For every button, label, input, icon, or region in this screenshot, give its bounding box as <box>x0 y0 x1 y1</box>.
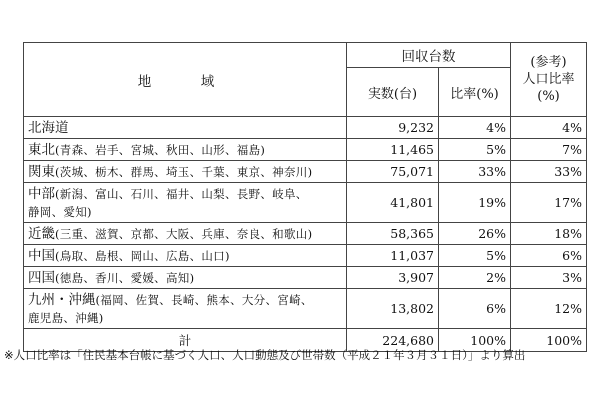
region-name: 中部 <box>28 185 55 202</box>
region-prefectures: (青森、岩手、宮城、秋田、山形、福島) <box>55 142 266 157</box>
table-row <box>24 117 587 139</box>
region-name: 東北 <box>28 141 55 158</box>
footnote: ※人口比率は「住民基本台帳に基づく人口、人口動態及び世帯数（平成２１年３月３１日）」より算出 <box>4 348 526 362</box>
count-cell: 13,802 <box>347 289 439 329</box>
population-ratio-cell: 17% <box>511 183 587 223</box>
population-ratio-cell: 3% <box>511 267 587 289</box>
regional-collection-table <box>23 42 587 352</box>
region-cell <box>24 223 347 245</box>
region-cell <box>24 289 347 329</box>
region-prefectures: (三重、滋賀、京都、大阪、兵庫、奈良、和歌山) <box>55 226 313 241</box>
region-prefectures: (徳島、香川、愛媛、高知) <box>55 270 195 285</box>
table-row <box>24 289 587 329</box>
ratio-cell: 6% <box>439 289 511 329</box>
count-cell: 9,232 <box>347 117 439 139</box>
region-prefectures-continued: 鹿児島、沖縄) <box>28 310 104 325</box>
population-ratio-cell: 4% <box>511 117 587 139</box>
total-count: 224,680 <box>347 329 439 352</box>
region-name: 北海道 <box>28 119 69 136</box>
population-ratio-cell: 12% <box>511 289 587 329</box>
table-row <box>24 267 587 289</box>
population-ratio-cell: 33% <box>511 161 587 183</box>
table-row <box>24 223 587 245</box>
count-header: 実数(台) <box>347 68 439 117</box>
population-ratio-cell: 7% <box>511 139 587 161</box>
ratio-cell: 2% <box>439 267 511 289</box>
ratio-cell: 26% <box>439 223 511 245</box>
ratio-cell: 33% <box>439 161 511 183</box>
count-cell: 58,365 <box>347 223 439 245</box>
count-cell: 11,037 <box>347 245 439 267</box>
population-ratio-cell: 6% <box>511 245 587 267</box>
total-label: 計 <box>24 329 347 352</box>
region-prefectures: (茨城、栃木、群馬、埼玉、千葉、東京、神奈川) <box>55 164 313 179</box>
total-population-ratio: 100% <box>511 329 587 352</box>
ratio-cell: 4% <box>439 117 511 139</box>
region-cell <box>24 183 347 223</box>
region-name: 中国 <box>28 247 55 264</box>
table-row <box>24 161 587 183</box>
ratio-header: 比率(%) <box>439 68 511 117</box>
region-cell <box>24 245 347 267</box>
region-prefectures: (鳥取、島根、岡山、広島、山口) <box>55 248 230 263</box>
region-prefectures: (福岡、佐賀、長崎、熊本、大分、宮崎、 <box>95 292 313 307</box>
region-name: 近畿 <box>28 225 55 242</box>
count-cell: 11,465 <box>347 139 439 161</box>
region-name: 四国 <box>28 269 55 286</box>
region-prefectures-continued: 静岡、愛知) <box>28 204 92 219</box>
count-cell: 3,907 <box>347 267 439 289</box>
total-ratio: 100% <box>439 329 511 352</box>
table-row <box>24 139 587 161</box>
region-header: 地 域 <box>24 43 347 117</box>
region-cell <box>24 267 347 289</box>
region-cell <box>24 139 347 161</box>
table-row <box>24 183 587 223</box>
population-ratio-label: 人口比率 <box>522 72 575 87</box>
reference-label: (参考) <box>530 55 567 70</box>
count-cell: 41,801 <box>347 183 439 223</box>
region-cell <box>24 117 347 139</box>
region-name: 関東 <box>28 163 55 180</box>
region-cell <box>24 161 347 183</box>
ratio-cell: 5% <box>439 245 511 267</box>
percent-unit-label: (%) <box>537 89 560 104</box>
ratio-cell: 5% <box>439 139 511 161</box>
table-row <box>24 245 587 267</box>
region-prefectures: (新潟、富山、石川、福井、山梨、長野、岐阜、 <box>55 186 308 201</box>
population-ratio-header <box>511 43 587 117</box>
collection-count-header: 回収台数 <box>347 43 511 68</box>
region-name: 九州・沖縄 <box>28 291 96 308</box>
ratio-cell: 19% <box>439 183 511 223</box>
count-cell: 75,071 <box>347 161 439 183</box>
population-ratio-cell: 18% <box>511 223 587 245</box>
